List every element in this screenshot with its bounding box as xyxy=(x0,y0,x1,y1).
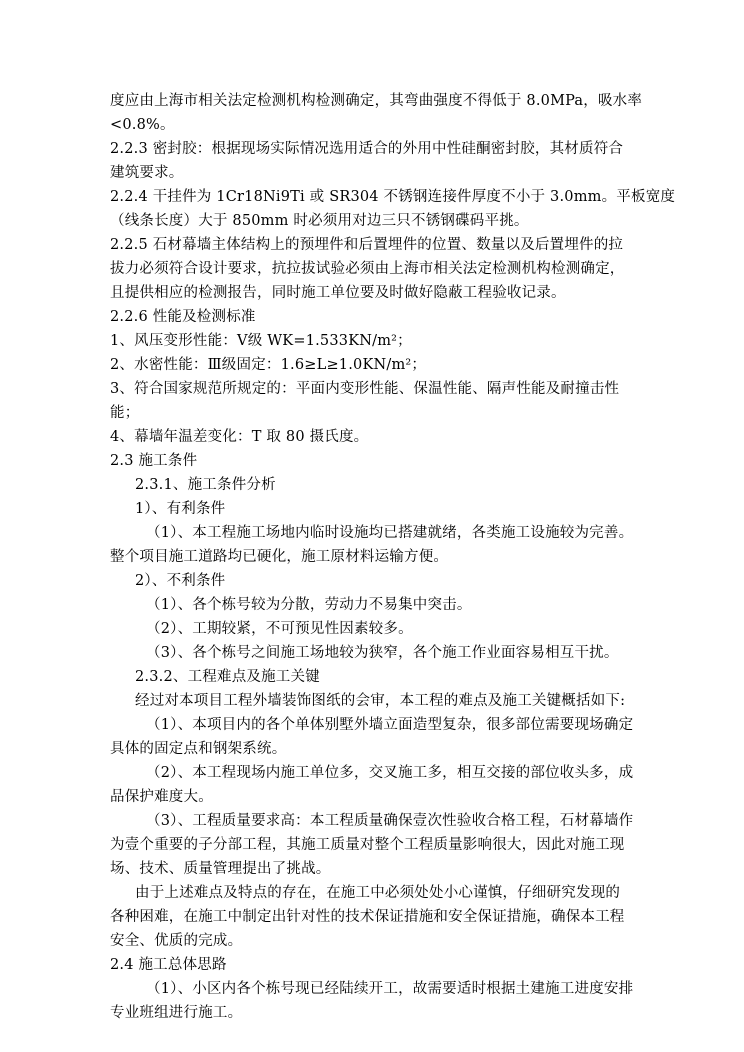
text-line: （3）、工程质量要求高：本工程质量确保壹次性验收合格工程，石材幕墙作 xyxy=(146,813,634,829)
text-line: 品保护难度大。 xyxy=(110,789,213,805)
text-line: 拔力必须符合设计要求，抗拉拔试验必须由上海市相关法定检测机构检测确定， xyxy=(110,261,625,277)
text-line: 整个项目施工道路均已硬化，施工原材料运输方便。 xyxy=(110,549,449,565)
text-line: 且提供相应的检测报告，同时施工单位要及时做好隐蔽工程验收记录。 xyxy=(110,285,566,301)
text-line: 1）、有利条件 xyxy=(135,501,226,517)
text-line: 各种困难，在施工中制定出针对性的技术保证措施和安全保证措施，确保本工程 xyxy=(110,909,625,925)
text-line: <0.8%。 xyxy=(110,117,175,133)
text-line: 专业班组进行施工。 xyxy=(110,1005,243,1021)
text-line: 场、技术、质量管理提出了挑战。 xyxy=(110,861,331,877)
text-line: 度应由上海市相关法定检测机构检测确定，其弯曲强度不得低于 8.0MPa，吸水率 xyxy=(110,93,643,109)
text-line: 能； xyxy=(110,405,140,421)
section-heading: 2.4 施工总体思路 xyxy=(110,957,227,973)
text-line: 安全、优质的完成。 xyxy=(110,933,243,949)
text-line: （线条长度）大于 850mm 时必须用对边三只不锈钢碟码平挑。 xyxy=(110,213,529,229)
subsection-heading: 2.3.2、工程难点及施工关键 xyxy=(135,669,320,685)
text-line: 2）、不利条件 xyxy=(135,573,226,589)
text-line: （1）、小区内各个栋号现已经陆续开工，故需要适时根据土建施工进度安排 xyxy=(146,981,634,997)
text-line: 具体的固定点和钢架系统。 xyxy=(110,741,287,757)
text-line: 3、符合国家规范所规定的：平面内变形性能、保温性能、隔声性能及耐撞击性 xyxy=(110,381,620,397)
text-line: 由于上述难点及特点的存在，在施工中必须处处小心谨慎，仔细研究发现的 xyxy=(135,885,621,901)
text-line: 经过对本项目工程外墙装饰图纸的会审，本工程的难点及施工关键概括如下: xyxy=(135,693,626,709)
text-line: （1）、本工程施工场地内临时设施均已搭建就绪，各类施工设施较为完善。 xyxy=(146,525,634,541)
text-line: 2.2.6 性能及检测标准 xyxy=(110,309,256,325)
text-line: 为壹个重要的子分部工程，其施工质量对整个工程质量影响很大，因此对施工现 xyxy=(110,837,625,853)
text-line: 2.2.5 石材幕墙主体结构上的预埋件和后置埋件的位置、数量以及后置埋件的拉 xyxy=(110,237,624,253)
text-line: 建筑要求。 xyxy=(110,165,184,181)
text-line: （1）、本项目内的各个单体别墅外墙立面造型复杂，很多部位需要现场确定 xyxy=(146,717,634,733)
text-line: 2.2.4 干挂件为 1Cr18Ni9Ti 或 SR304 不锈钢连接件厚度不小于 3.0mm。平板宽度 xyxy=(110,189,676,205)
text-line: （2）、工期较紧，不可预见性因素较多。 xyxy=(146,621,413,637)
text-line: 4、幕墙年温差变化：T 取 80 摄氏度。 xyxy=(110,429,369,445)
text-line: 2、水密性能：Ⅲ级固定：1.6≥L≥1.0KN/m²； xyxy=(110,357,427,373)
text-line: （1）、各个栋号较为分散，劳动力不易集中突击。 xyxy=(146,597,472,613)
text-line: （2）、本工程现场内施工单位多，交叉施工多，相互交接的部位收头多，成 xyxy=(146,765,634,781)
section-heading: 2.3 施工条件 xyxy=(110,453,198,469)
text-line: 1、风压变形性能：Ⅴ级 WK=1.533KN/m²； xyxy=(110,333,412,349)
text-line: （3）、各个栋号之间施工场地较为狭窄，各个施工作业面容易相互干扰。 xyxy=(146,645,619,661)
text-line: 2.2.3 密封胶：根据现场实际情况选用适合的外用中性硅酮密封胶，其材质符合 xyxy=(110,141,624,157)
subsection-heading: 2.3.1、施工条件分析 xyxy=(135,477,276,493)
